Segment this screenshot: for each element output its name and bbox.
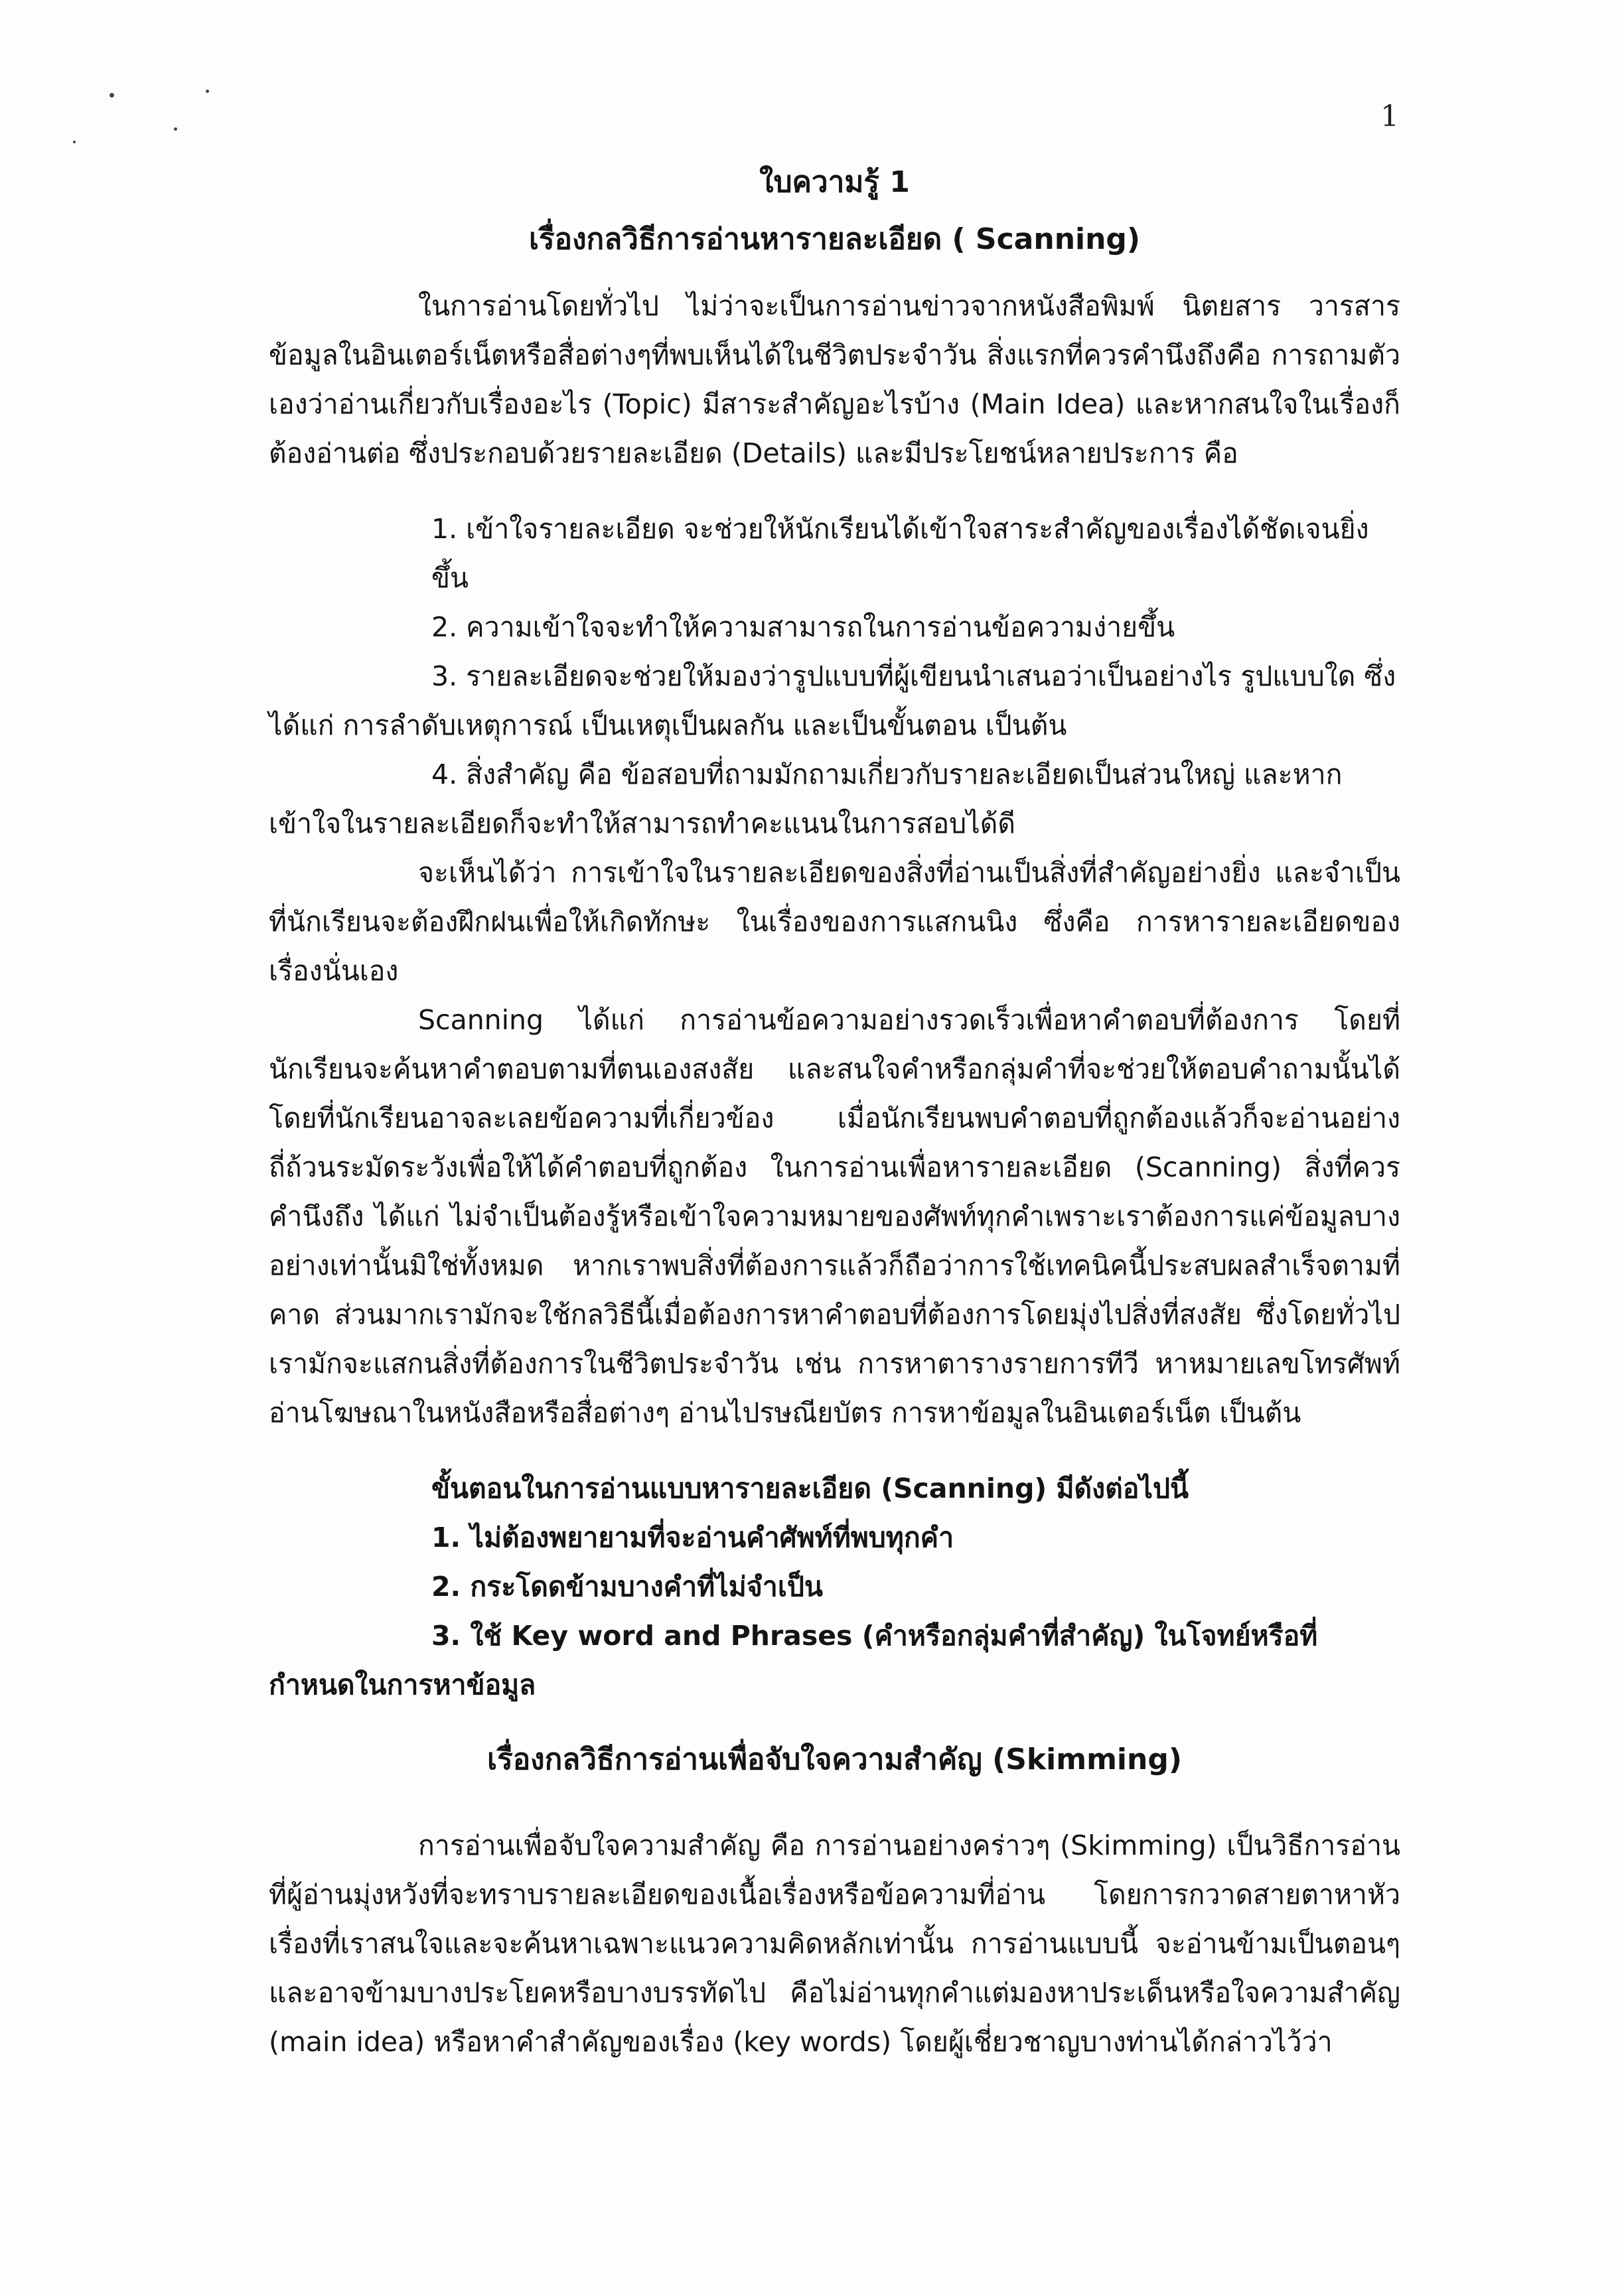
spacer — [269, 1437, 1400, 1464]
benefit-item: 2. ความเข้าใจจะทำให้ความสามารถในการอ่านข้อความง่ายขึ้น — [431, 611, 1175, 643]
conclusion-paragraph: จะเห็นได้ว่า การเข้าใจในรายละเอียดของสิ่งที่อ่านเป็นสิ่งที่สำคัญอย่างยิ่ง และจำเป็นที่นักเรียนจะต้องฝึกฝนเพื่อให้เกิดทักษะ ในเรื่องของการแสกนนิง ซึ่งคือ การหารายละเอียดของเรื่องนั่นเอง — [269, 857, 1400, 987]
spacer — [269, 478, 1400, 504]
document-body — [269, 159, 1400, 2066]
page-number: 1 — [1380, 100, 1399, 133]
scanning-paragraph: Scanning ได้แก่ การอ่านข้อความอย่างรวดเร็วเพื่อหาคำตอบที่ต้องการ โดยที่นักเรียนจะค้นหาคำตอบตามที่ตนเองสงสัย และสนใจคำหรือกลุ่มคำที่จะช่วยให้ตอบคำถามนั้นได้ โดยที่นักเรียนอาจละเลยข้อความที่เกี่ยวข้อง เมื่อนักเรียนพบคำตอบที่ถูกต้องแล้วก็จะอ่านอย่างถี่ถ้วนระมัดระวังเพื่อให้ได้คำตอบที่ถูกต้อง ในการอ่านเพื่อหารายละเอียด (Scanning) สิ่งที่ควรคำนึงถึง ได้แก่ ไม่จำเป็นต้องรู้หรือเข้าใจความหมายของศัพท์ทุกคำเพราะเราต้องการแค่ข้อมูลบางอย่างเท่านั้นมิใช่ทั้งหมด หากเราพบสิ่งที่ต้องการแล้วก็ถือว่าการใช้เทคนิคนี้ประสบผลสำเร็จตามที่คาด ส่วนมากเรามักจะใช้กลวิธีนี้เมื่อต้องการหาคำตอบที่ต้องการโดยมุ่งไปสิ่งที่สงสัย ซึ่งโดยทั่วไปเรามักจะแสกนสิ่งที่ต้องการในชีวิตประจำวัน เช่น การหาตารางรายการทีวี หาหมายเลขโทรศัพท์ อ่านโฆษณาในหนังสือหรือสื่อต่างๆ อ่านไปรษณียบัตร การหาข้อมูลในอินเตอร์เน็ต เป็นต้น — [269, 1004, 1400, 1429]
skimming-section-title: เรื่องกลวิธีการอ่านเพื่อจับใจความสำคัญ (Skimming) — [487, 1743, 1182, 1776]
document-title: ใบความรู้ 1 — [759, 165, 910, 199]
steps-heading: ขั้นตอนในการอ่านแบบหารายละเอียด (Scanning) มีดังต่อไปนี้ — [431, 1472, 1189, 1504]
document-subtitle: เรื่องกลวิธีการอ่านหารายละเอียด ( Scanning) — [528, 222, 1141, 256]
benefit-item: 1. เข้าใจรายละเอียด จะช่วยให้นักเรียนได้เข้าใจสาระสำคัญของเรื่องได้ชัดเจนยิ่งขึ้น — [431, 513, 1369, 594]
scan-speck — [174, 127, 177, 131]
scan-speck — [73, 141, 76, 143]
scan-speck — [206, 90, 209, 93]
step-item: 2. กระโดดข้ามบางคำที่ไม่จำเป็น — [431, 1571, 823, 1603]
intro-paragraph: ในการอ่านโดยทั่วไป ไม่ว่าจะเป็นการอ่านข่าวจากหนังสือพิมพ์ นิตยสาร วารสาร ข้อมูลในอินเตอร์เน็ตหรือสื่อต่างๆที่พบเห็นได้ในชีวิตประจำวัน สิ่งแรกที่ควรคำนึงถึงคือ การถามตัวเองว่าอ่านเกี่ยวกับเรื่องอะไร (Topic) มีสาระสำคัญอะไรบ้าง (Main Idea) และหากสนใจในเรื่องก็ต้องอ่านต่อ ซึ่งประกอบด้วยรายละเอียด (Details) และมีประโยชน์หลายประการ คือ — [269, 290, 1400, 469]
benefit-item: 4. สิ่งสำคัญ คือ ข้อสอบที่ถามมักถามเกี่ยวกับรายละเอียดเป็นส่วนใหญ่ และหากเข้าใจในรายละเอียดก็จะทำให้สามารถทำคะแนนในการสอบได้ดี — [269, 758, 1343, 839]
step-item: 3. ใช้ Key word and Phrases (คำหรือกลุ่มคำที่สำคัญ) ในโจทย์หรือที่กำหนดในการหาข้อมูล — [269, 1620, 1318, 1701]
benefit-item: 3. รายละเอียดจะช่วยให้มองว่ารูปแบบที่ผู้เขียนนำเสนอว่าเป็นอย่างไร รูปแบบใด ซึ่งได้แก่ การลำดับเหตุการณ์ เป็นเหตุเป็นผลกัน และเป็นขั้นตอน เป็นต้น — [269, 660, 1396, 741]
scan-speck — [110, 93, 114, 98]
skimming-paragraph: การอ่านเพื่อจับใจความสำคัญ คือ การอ่านอย่างคร่าวๆ (Skimming) เป็นวิธีการอ่านที่ผู้อ่านมุ่งหวังที่จะทราบรายละเอียดของเนื้อเรื่องหรือข้อความที่อ่าน โดยการกวาดสายตาหาหัวเรื่องที่เราสนใจและจะค้นหาเฉพาะแนวความคิดหลักเท่านั้น การอ่านแบบนี้ จะอ่านข้ามเป็นตอนๆ และอาจข้ามบางประโยคหรือบางบรรทัดไป คือไม่อ่านทุกคำแต่มองหาประเด็นหรือใจความสำคัญ (main idea) หรือหาคำสำคัญของเรื่อง (key words) โดยผู้เชี่ยวชาญบางท่านได้กล่าวไว้ว่า — [269, 1830, 1400, 2058]
step-item: 1. ไม่ต้องพยายามที่จะอ่านคำศัพท์ที่พบทุกคำ — [431, 1522, 954, 1553]
